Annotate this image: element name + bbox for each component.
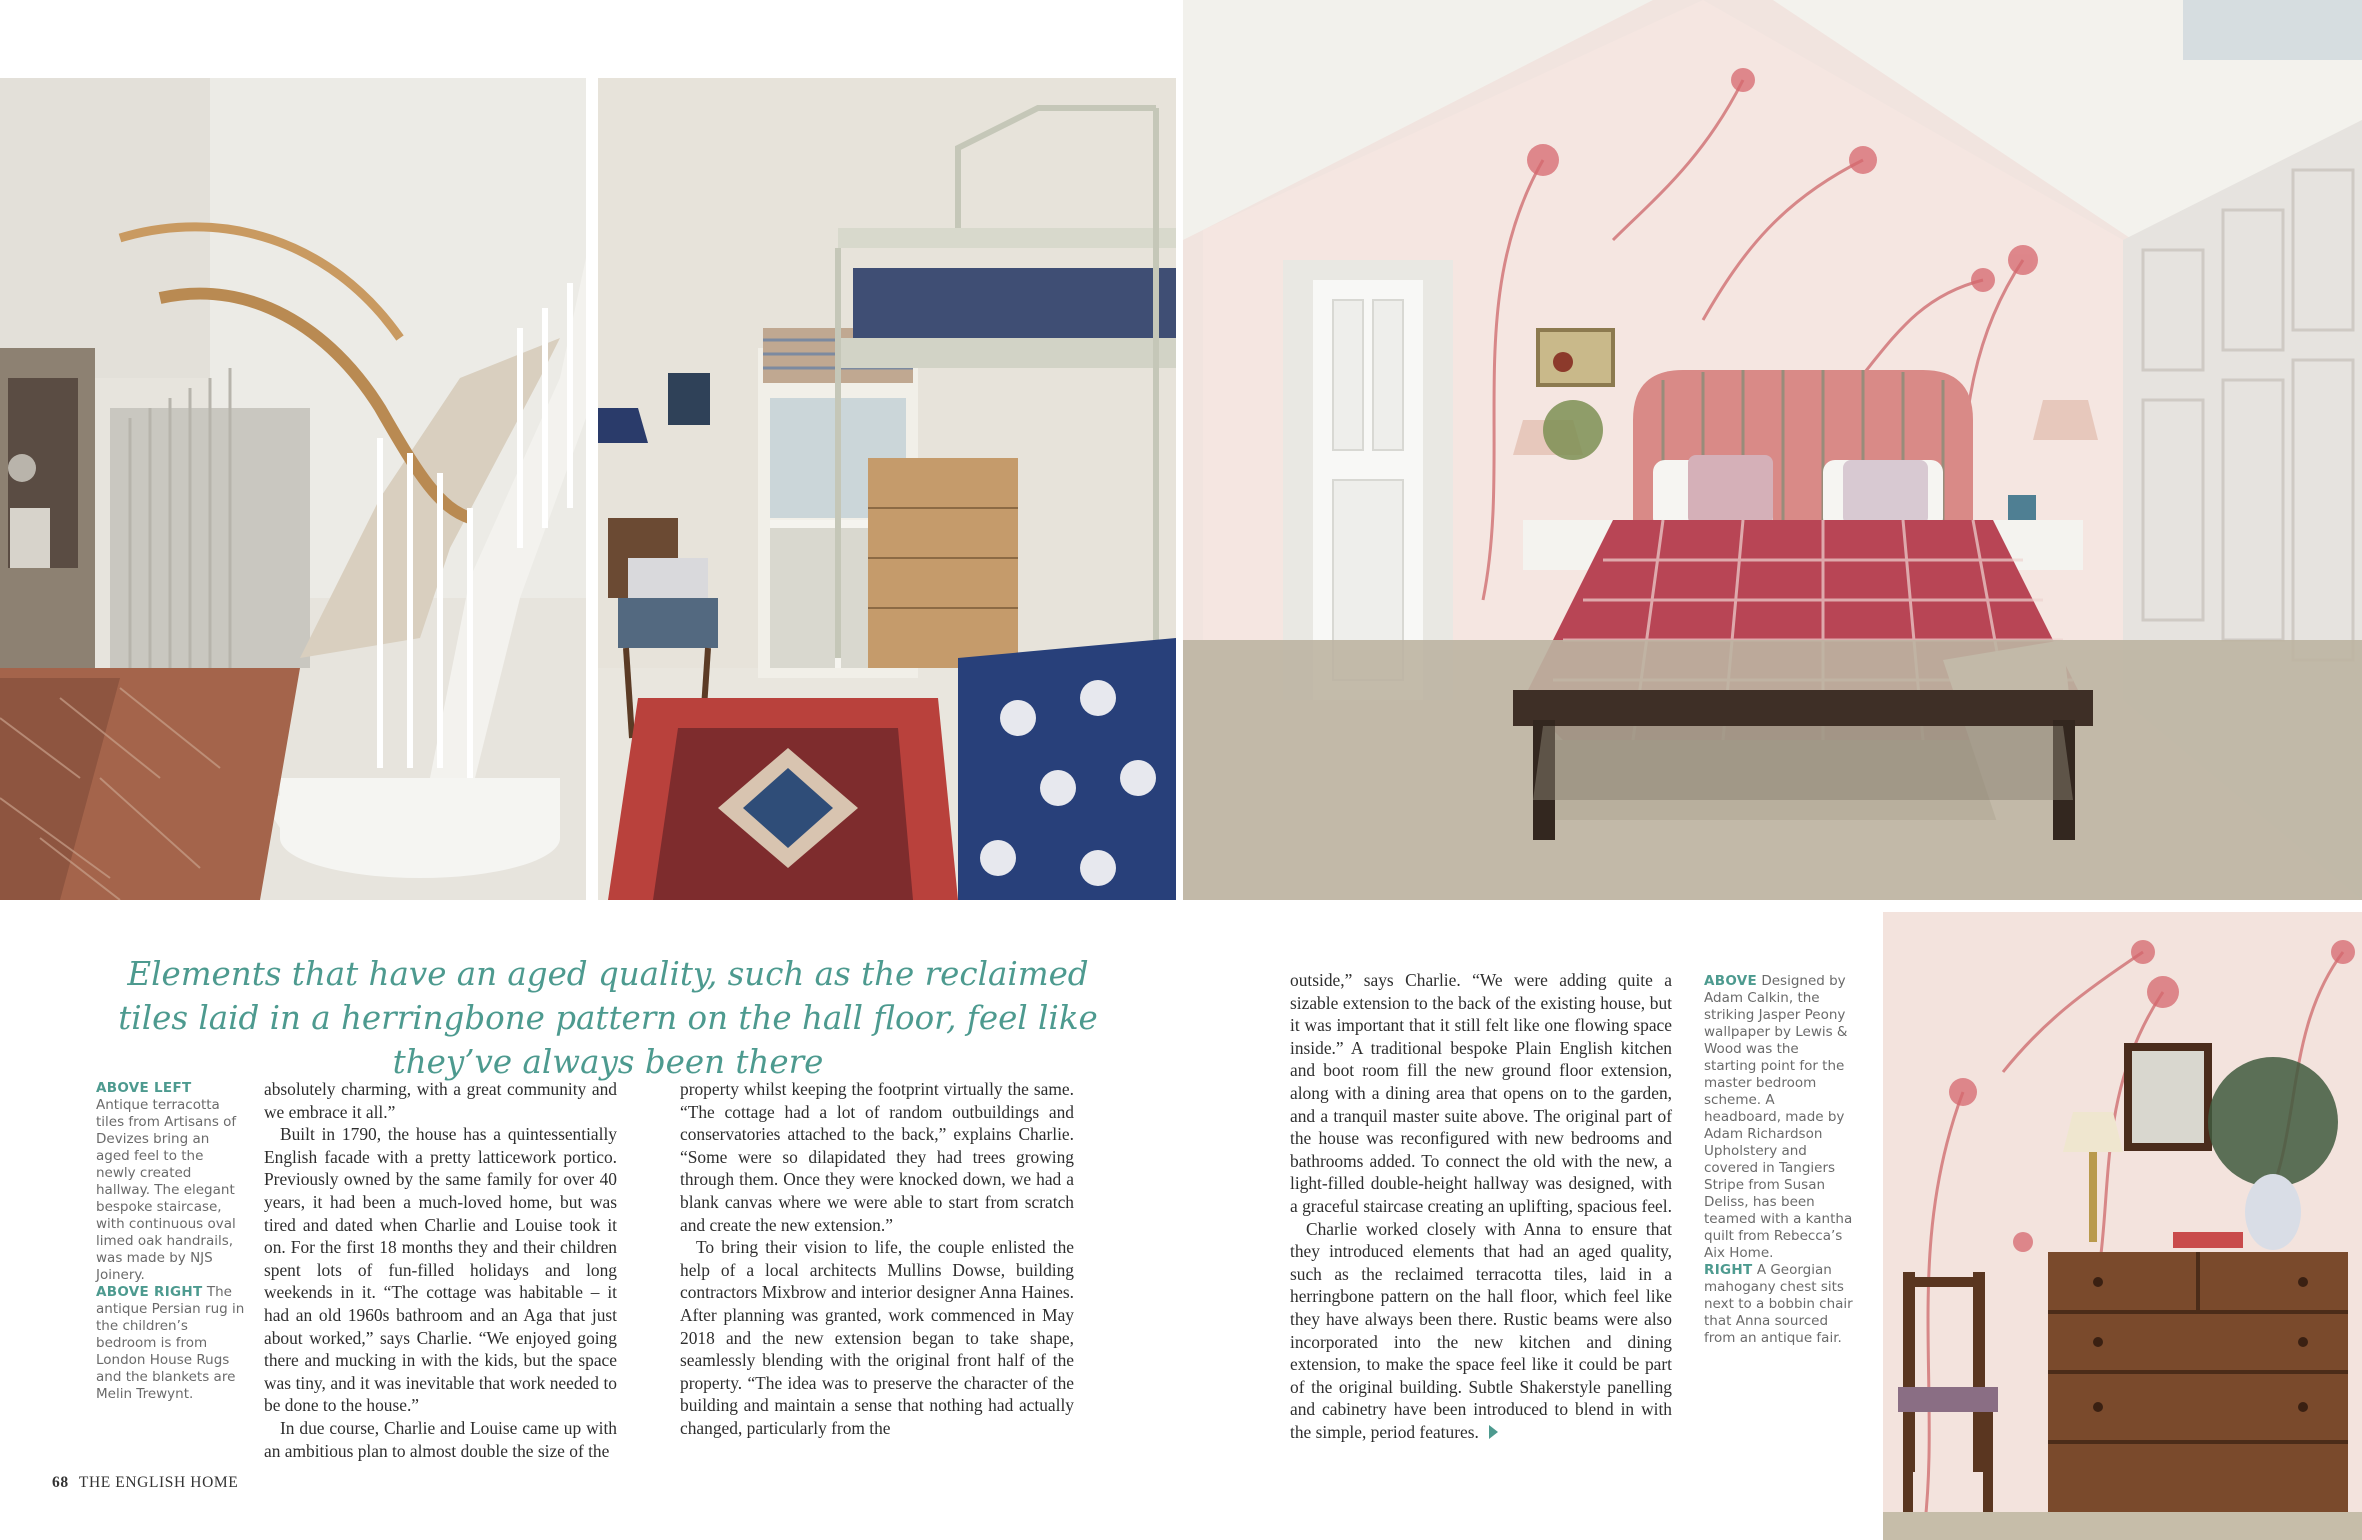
caption-above-left-right	[96, 1080, 246, 1403]
caption-heading-right: RIGHT	[1704, 1262, 1753, 1278]
caption-heading-above: ABOVE	[1704, 973, 1758, 989]
body-paragraph-last	[1290, 1218, 1672, 1444]
body-paragraph: absolutely charming, with a great community and we embrace it all.”	[264, 1079, 617, 1122]
caption-block-1	[1704, 973, 1854, 1262]
bunk-room-illustration	[598, 78, 1176, 900]
pull-quote: Elements that have an aged quality, such as the reclaimed tiles laid in a herringbone pattern on the hall floor, feel like they’ve always been there	[118, 955, 1098, 1081]
chest-corner-illustration	[1883, 912, 2362, 1540]
page-number: 68	[52, 1474, 69, 1491]
master-bedroom-illustration	[1183, 0, 2362, 900]
caption-text-right: A Georgian mahogany chest sits next to a bobbin chair that Anna sourced from an antique fair.	[1704, 1262, 1853, 1346]
end-of-article-triangle-icon	[1489, 1425, 1498, 1439]
page-folio	[52, 1474, 238, 1492]
body-column-2	[680, 1078, 1074, 1440]
caption-text-above: Designed by Adam Calkin, the striking Jasper Peony wallpaper by Lewis & Wood was the starting point for the master bedroom scheme. A headboard, made by Adam Richardson Upholstery and covered in Tangiers Stripe from Susan Deliss, has been teamed with a kantha quilt from Rebecca’s Aix Home.	[1704, 973, 1853, 1261]
body-paragraph: outside,” says Charlie. “We were adding quite a sizable extension to the back of the existing house, but it was important that it still felt like one flowing space inside.” A traditional bespoke Plain English kitchen and boot room fill the new ground floor extension, along with a dining area that opens on to the garden, and a tranquil master suite above. The original part of the house was reconfigured with new bedrooms and bathrooms added. To connect the old with the new, a light-filled double-height hallway was designed, with a graceful staircase creating an uplifting, spacious feel.	[1290, 970, 1672, 1216]
body-column-1	[264, 1078, 617, 1462]
magazine-name: THE ENGLISH HOME	[78, 1474, 239, 1491]
staircase-illustration	[0, 78, 586, 900]
caption-block-2	[1704, 1262, 1854, 1347]
caption-text-above-right: The antique Persian rug in the children’s bedroom is from London House Rugs and the blankets are Melin Trewynt.	[96, 1284, 245, 1402]
body-paragraph: property whilst keeping the footprint virtually the same. “The cottage had a lot of random outbuildings and conservatories attached to the back,” explains Charlie. “Some were so dilapidated they had trees growing through them. Once they were knocked down, we had a blank canvas where we were able to start from scratch and create the new extension.”	[680, 1079, 1074, 1235]
photo-childrens-bunk-bedroom	[598, 78, 1176, 900]
photo-staircase-hallway	[0, 78, 586, 900]
body-paragraph-text: Charlie worked closely with Anna to ensure that they introduced elements that had an aged quality, such as the reclaimed terracotta tiles, laid in a herringbone pattern on the hall floor, which feel like they have always been there. Rustic beams were also incorporated into the new kitchen and dining extension, to make the space feel like it could be part of the original building. Subtle Shakerstyle panelling and cabinetry have been introduced to blend in with the simple, period features.	[1290, 1218, 1672, 1442]
caption-block-1	[96, 1080, 246, 1284]
photo-master-bedroom	[1183, 0, 2362, 900]
body-column-3	[1290, 969, 1672, 1443]
body-paragraph: In due course, Charlie and Louise came up with an ambitious plan to almost double the size of the	[264, 1417, 617, 1461]
photo-chest-and-chair	[1883, 912, 2362, 1540]
body-paragraph: To bring their vision to life, the couple enlisted the help of a local architects Mullins Dowse, building contractors Mixbrow and interior designer Anna Haines. After planning was granted, work commenced in May 2018 and the new extension began to take shape, seamlessly blending with the original front half of the property. “The idea was to preserve the character of the building and maintain a sense that nothing had actually changed, particularly from the	[680, 1237, 1074, 1438]
caption-heading-above-right: ABOVE RIGHT	[96, 1284, 203, 1300]
caption-block-2	[96, 1284, 246, 1403]
caption-text-above-left: Antique terracotta tiles from Artisans of Devizes bring an aged feel to the newly created hallway. The elegant bespoke staircase, with continuous oval limed oak handrails, was made by NJS Joinery.	[96, 1097, 237, 1283]
body-paragraph: Built in 1790, the house has a quintessentially English facade with a pretty latticework portico. Previously owned by the same family for over 40 years, it had been a much-loved home, but was tired and dated when Charlie and Louise took it on. For the first 18 months they and their children spent lots of fun-filled holidays and long weekends in it. “The cottage was habitable – it had an old 1960s bathroom and an Aga that just about worked,” says Charlie. “We enjoyed going there and mucking in with the kids, but the space was tiny, and it was inevitable that work needed to be done to the house.”	[264, 1124, 617, 1416]
caption-above-right-photo	[1704, 973, 1854, 1347]
caption-heading-above-left: ABOVE LEFT	[96, 1080, 192, 1096]
